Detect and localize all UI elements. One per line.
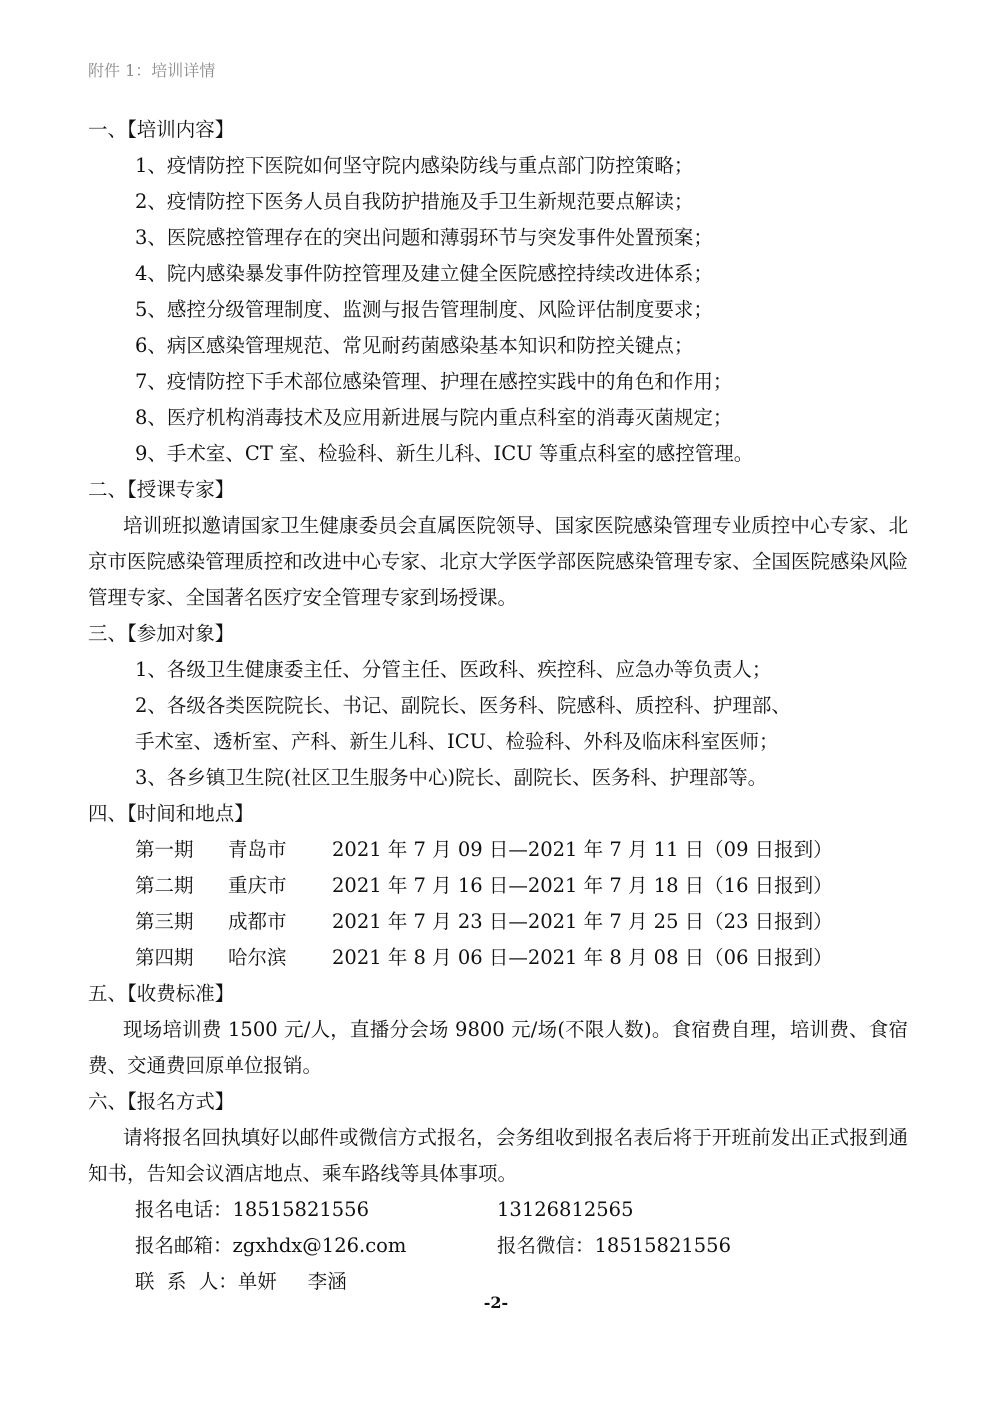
- schedule-period: 第三期: [135, 910, 194, 933]
- section-title-schedule: 四、【时间和地点】: [88, 802, 254, 825]
- content-item: 6、病区感染管理规范、常见耐药菌感染基本知识和防控关键点；: [135, 334, 694, 357]
- experts-paragraph: 培训班拟邀请国家卫生健康委员会直属医院领导、国家医院感染管理专业质控中心专家、北京市医院感染管理质控和改进中心专家、北京大学医学部医院感染管理专家、全国医院感染风险管理专家、全国著名医疗安全管理专家到场授课。: [88, 514, 908, 609]
- section-title-experts: 二、【授课专家】: [88, 478, 235, 501]
- content-item: 2、疫情防控下医务人员自我防护措施及手卫生新规范要点解读；: [135, 190, 694, 213]
- registration-email-row: [88, 1228, 908, 1264]
- participant-item: 3、各乡镇卫生院(社区卫生服务中心)院长、副院长、医务科、护理部等。: [135, 766, 768, 789]
- schedule-period: 第四期: [135, 946, 194, 969]
- schedule-row: [88, 832, 908, 868]
- section-title-registration: 六、【报名方式】: [88, 1090, 235, 1113]
- schedule-period: 第一期: [135, 838, 194, 861]
- content-item: 3、医院感控管理存在的突出问题和薄弱环节与突发事件处置预案；: [135, 226, 713, 249]
- registration-phone: 报名电话：18515821556: [135, 1198, 369, 1221]
- registration-wechat: 报名微信：18515821556: [497, 1234, 731, 1257]
- schedule-city: 重庆市: [228, 874, 287, 897]
- content-item: 7、疫情防控下手术部位感染管理、护理在感控实践中的角色和作用；: [135, 370, 733, 393]
- schedule-city: 青岛市: [228, 838, 287, 861]
- schedule-dates: 2021 年 7 月 16 日—2021 年 7 月 18 日（16 日报到）: [332, 874, 833, 897]
- section-title-fees: 五、【收费标准】: [88, 982, 235, 1005]
- content-item: 1、疫情防控下医院如何坚守院内感染防线与重点部门防控策略；: [135, 154, 694, 177]
- registration-paragraph: 请将报名回执填好以邮件或微信方式报名，会务组收到报名表后将于开班前发出正式报到通知书，告知会议酒店地点、乘车路线等具体事项。: [88, 1126, 908, 1185]
- schedule-row: [88, 904, 908, 940]
- page-number: -2-: [483, 1293, 509, 1312]
- schedule-dates: 2021 年 8 月 06 日—2021 年 8 月 08 日（06 日报到）: [332, 946, 833, 969]
- section-title-content: 一、【培训内容】: [88, 118, 235, 141]
- schedule-city: 成都市: [228, 910, 287, 933]
- document-body: [88, 112, 908, 1300]
- participant-item-continued: 手术室、透析室、产科、新生儿科、ICU、检验科、外科及临床科室医师；: [135, 730, 779, 753]
- schedule-dates: 2021 年 7 月 09 日—2021 年 7 月 11 日（09 日报到）: [332, 838, 833, 861]
- registration-phone-row: [88, 1192, 908, 1228]
- content-item: 4、院内感染暴发事件防控管理及建立健全医院感控持续改进体系；: [135, 262, 713, 285]
- section-title-participants: 三、【参加对象】: [88, 622, 235, 645]
- fees-paragraph: 现场培训费 1500 元/人，直播分会场 9800 元/场(不限人数)。食宿费自理，培训费、食宿费、交通费回原单位报销。: [88, 1018, 908, 1077]
- schedule-dates: 2021 年 7 月 23 日—2021 年 7 月 25 日（23 日报到）: [332, 910, 833, 933]
- schedule-row: [88, 868, 908, 904]
- content-item: 8、医疗机构消毒技术及应用新进展与院内重点科室的消毒灭菌规定；: [135, 406, 733, 429]
- participant-item: 2、各级各类医院院长、书记、副院长、医务科、院感科、质控科、护理部、: [135, 694, 791, 717]
- content-item: 9、手术室、CT 室、检验科、新生儿科、ICU 等重点科室的感控管理。: [135, 442, 754, 465]
- content-item: 5、感控分级管理制度、监测与报告管理制度、风险评估制度要求；: [135, 298, 713, 321]
- registration-contact: 联 系 人：单妍 李涵: [135, 1270, 347, 1293]
- schedule-period: 第二期: [135, 874, 194, 897]
- schedule-row: [88, 940, 908, 976]
- registration-phone-secondary: 13126812565: [497, 1198, 634, 1221]
- participant-item: 1、各级卫生健康委主任、分管主任、医政科、疾控科、应急办等负责人；: [135, 658, 772, 681]
- schedule-city: 哈尔滨: [228, 946, 287, 969]
- registration-email: 报名邮箱：zgxhdx@126.com: [135, 1234, 407, 1257]
- attachment-header: 附件 1：培训详情: [88, 61, 216, 80]
